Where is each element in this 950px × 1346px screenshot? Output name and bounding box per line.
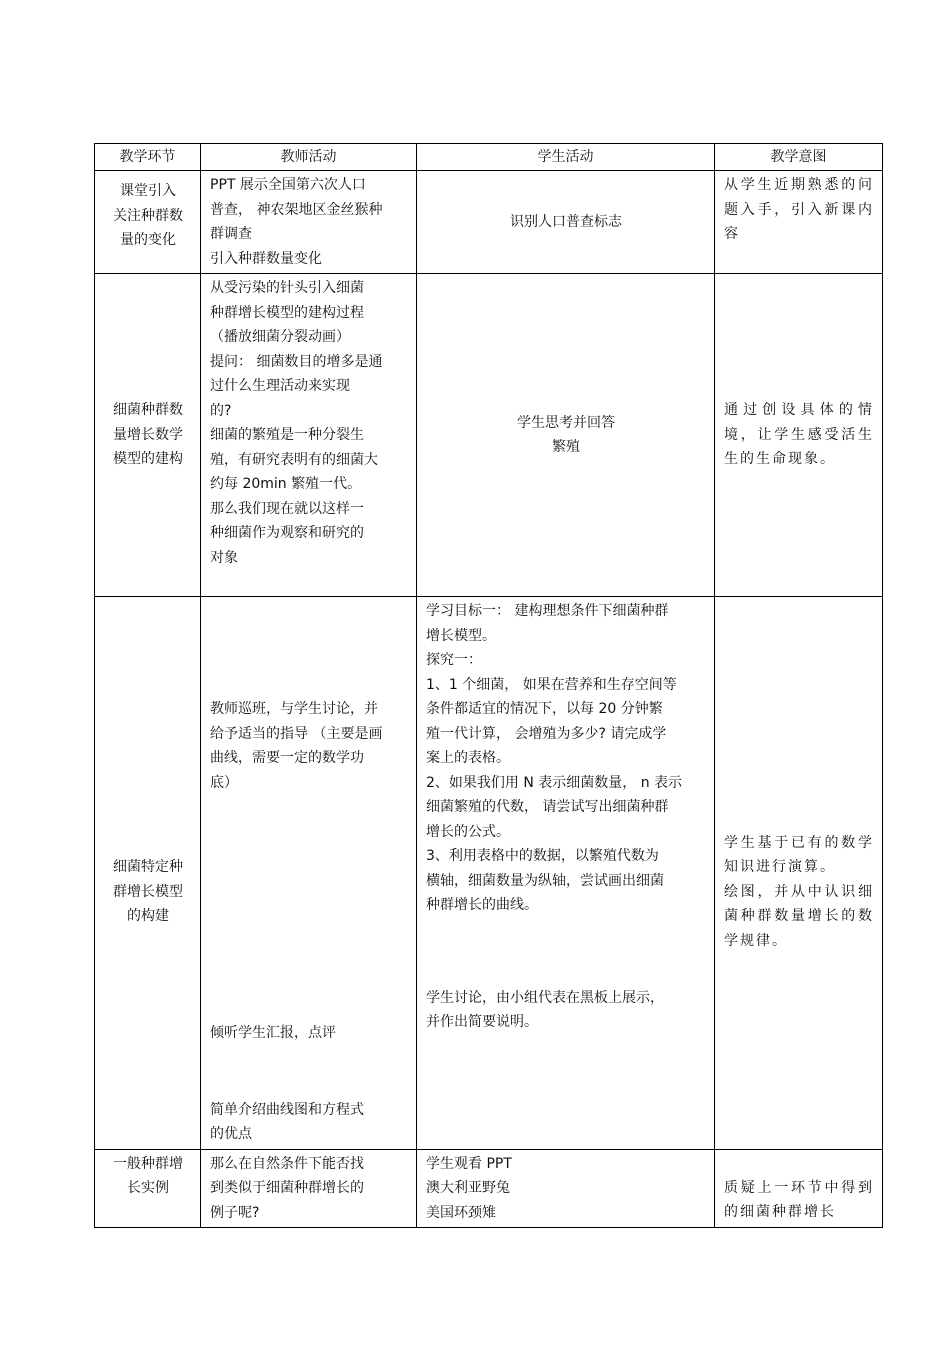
header-stage: 教学环节 [95,144,201,171]
teaching-intent-cell: 从学生近期熟悉的问题入手，引入新课内容 [715,171,883,274]
stage-cell: 细菌种群数 量增长数学 模型的建构 [95,274,201,597]
stage-cell: 课堂引入 关注种群数 量的变化 [95,171,201,274]
student-activity-cell: 学生思考并回答 繁殖 [417,274,715,597]
table-row [95,171,883,274]
stage-cell: 一般种群增 长实例 [95,1149,201,1228]
header-teacher-activity: 教师活动 [201,144,417,171]
table-header-row [95,144,883,171]
stage-cell: 细菌特定种 群增长模型 的构建 [95,597,201,1150]
teacher-activity-cell: PPT 展示全国第六次人口 普查， 神农架地区金丝猴种 群调查 引入种群数量变化 [201,171,417,274]
teaching-intent-cell: 通过创设具体的情境，让学生感受活生生的生命现象。 [715,274,883,597]
student-activity-cell: 学生观看 PPT 澳大利亚野兔 美国环颈雉 [417,1149,715,1228]
teacher-activity-cell: 那么在自然条件下能否找 到类似于细菌种群增长的 例子呢? [201,1149,417,1228]
header-student-activity: 学生活动 [417,144,715,171]
teacher-activity-cell: 从受污染的针头引入细菌 种群增长模型的建构过程 （播放细菌分裂动画） 提问： 细菌数目的增多是通 过什么生理活动来实现 的? 细菌的繁殖是一种分裂生 殖，有研究表明有的细菌大 约每 20min 繁殖一代。 那么我们现在就以这样一 种细菌作为观察和研究的 对象 [201,274,417,597]
teaching-intent-cell: 质疑上一环节中得到的细菌种群增长 [715,1149,883,1228]
student-activity-cell: 识别人口普查标志 [417,171,715,274]
lesson-plan-table [94,143,883,1228]
table-row [95,597,883,1150]
table-row [95,1149,883,1228]
table-row [95,274,883,597]
teacher-activity-cell: 教师巡班，与学生讨论，并 给予适当的指导 （主要是画 曲线，需要一定的数学功 底） 倾听学生汇报，点评 简单介绍曲线图和方程式 的优点 [201,597,417,1150]
teaching-intent-cell: 学生基于已有的数学知识进行演算。 绘图，并从中认识细菌种群数量增长的数学规律。 [715,597,883,1150]
header-teaching-intent: 教学意图 [715,144,883,171]
student-activity-cell: 学习目标一： 建构理想条件下细菌种群 增长模型。 探究一： 1、1 个细菌， 如果在营养和生存空间等 条件都适宜的情况下，以每 20 分钟繁 殖一代计算， 会增殖为多少? 请完成学 案上的表格。 2、如果我们用 N 表示细菌数量， n 表示 细菌繁殖的代数， 请尝试写出细菌种群 增长的公式。 3、利用表格中的数据，以繁殖代数为 横轴，细菌数量为纵轴，尝试画出细菌 种群增长的曲线。 学生讨论，由小组代表在黑板上展示， 并作出简要说明。 [417,597,715,1150]
